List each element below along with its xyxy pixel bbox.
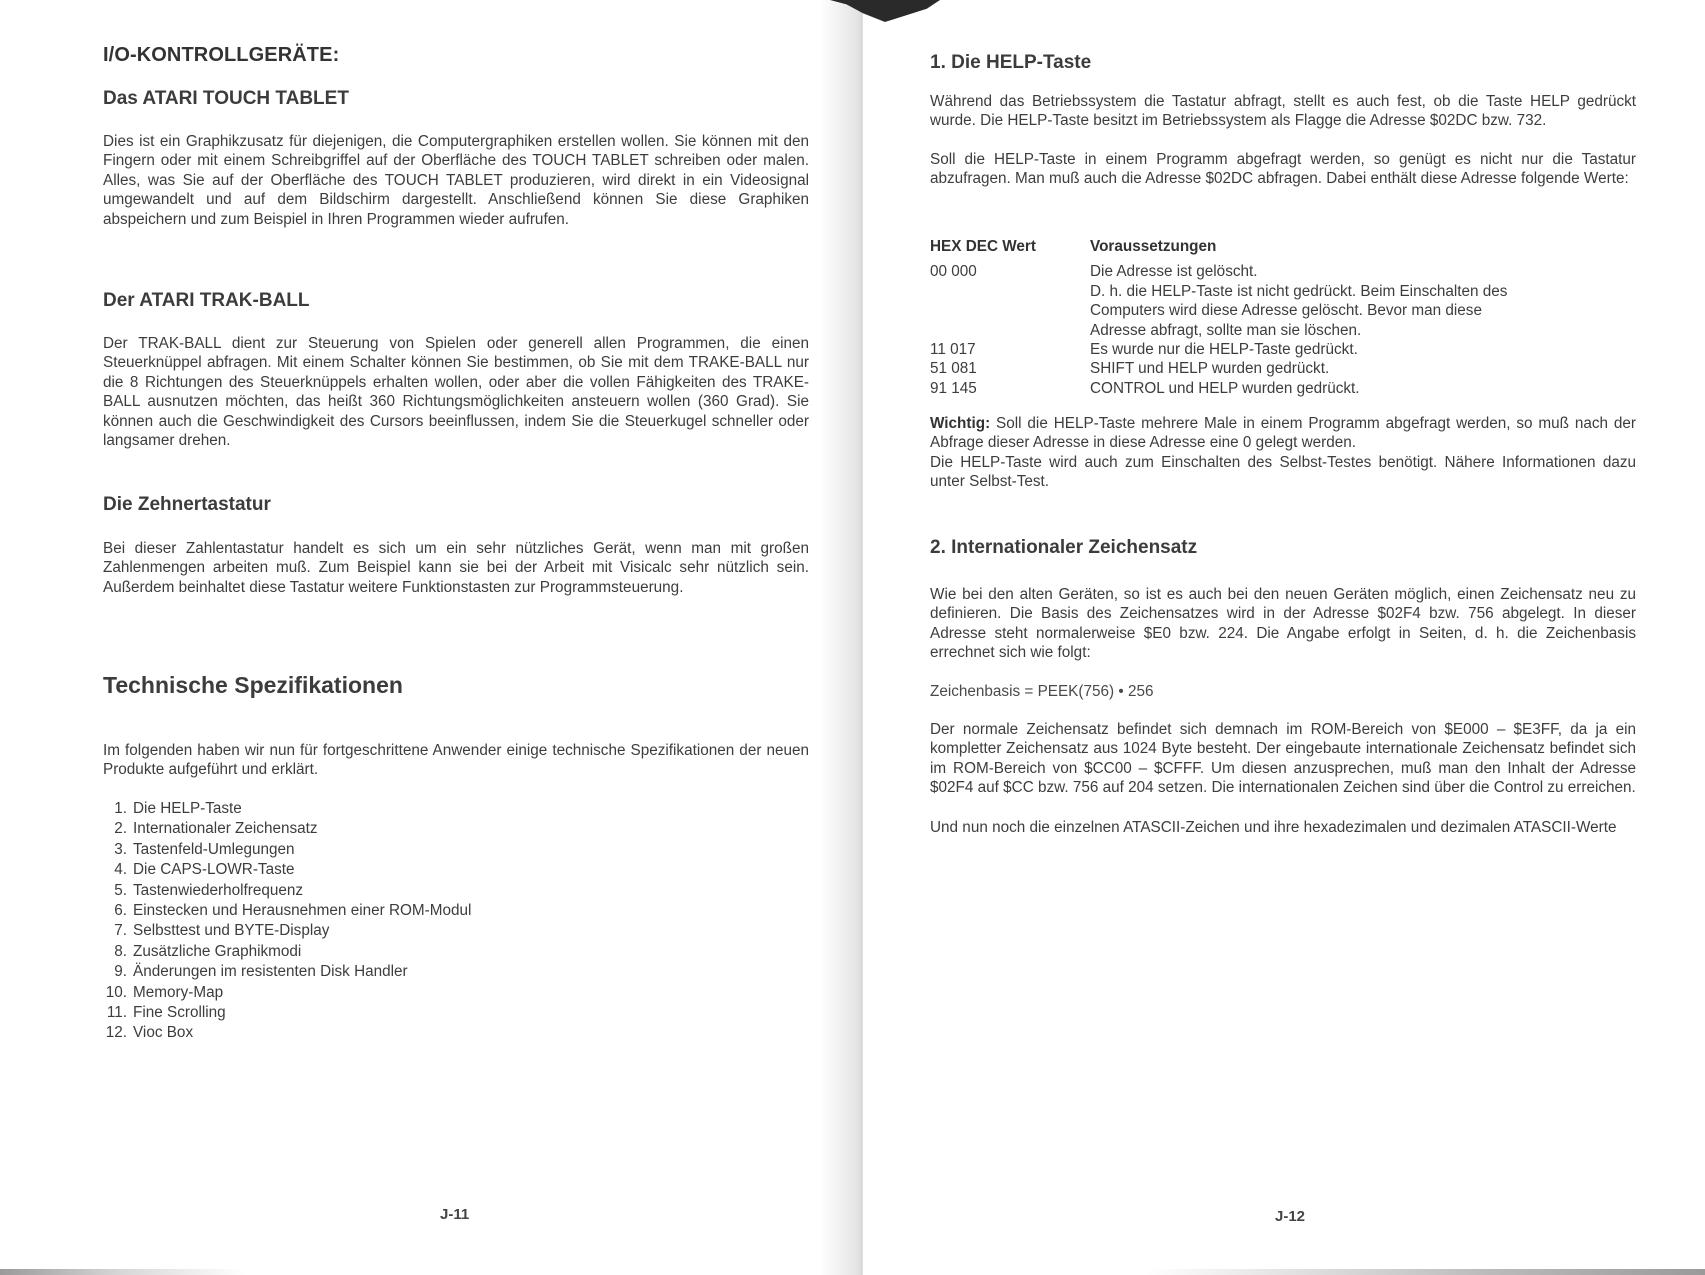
- help-taste-intro: Während das Betriebssystem die Tastatur abfragt, stellt es auch fest, ob die Taste HELP gedrückt wurde. Die HELP-Taste besitzt im Betriebssystem als Flagge die Adresse $02DC bzw. 732.: [930, 93, 1636, 130]
- section-heading-help-taste: 1. Die HELP-Taste: [930, 52, 1092, 73]
- list-label: Einstecken und Herausnehmen einer ROM-Modul: [133, 902, 472, 920]
- condition-line: Adresse abfragt, sollte man sie löschen.: [1090, 321, 1362, 339]
- page-edge-shadow-right: [1145, 1269, 1705, 1275]
- cell-value: 11 017: [930, 341, 976, 359]
- touch-tablet-text: Dies ist ein Graphikzusatz für diejenigen, die Computergraphiken erstellen wollen. Sie können mit den Fingern oder mit einem Schreibgriffel auf der Oberfläche des TOUCH TABLET schreiben oder malen. Alles, was Sie auf der Oberfläche des TOUCH TABLET produzieren, wird direkt in ein Videosignal umgewandelt und auf dem Bildschirm dargestellt. Anschließend können Sie diese Graphiken abspeichern und zum Beispiel in Ihren Programmen wieder aufrufen.: [103, 133, 809, 228]
- spec-list-item: [103, 901, 471, 921]
- page-number-left: J-11: [440, 1206, 470, 1223]
- chapter-title: I/O-KONTROLLGERÄTE:: [103, 44, 340, 66]
- list-label: Memory-Map: [133, 983, 224, 1001]
- list-label: Die CAPS-LOWR-Taste: [133, 861, 295, 879]
- help-taste-note-2: Die HELP-Taste wird auch zum Einschalten des Selbst-Testes benötigt. Nähere Informationen dazu unter Selbst-Test.: [930, 454, 1636, 491]
- zeichensatz-text-3: Und nun noch die einzelnen ATASCII-Zeichen und ihre hexadezimalen und dezimalen ATASCII-Werte: [930, 819, 1617, 836]
- list-label: Änderungen im resistenten Disk Handler: [133, 963, 408, 981]
- section-heading-zehnertastatur: Die Zehnertastatur: [103, 494, 271, 515]
- list-number: 1.: [114, 800, 127, 817]
- spec-list-item: [103, 1023, 471, 1043]
- condition-line: D. h. die HELP-Taste ist nicht gedrückt. Beim Einschalten des: [1090, 282, 1508, 300]
- important-label: Wichtig:: [930, 415, 991, 432]
- list-label: Fine Scrolling: [133, 1004, 226, 1022]
- trak-ball-text: Der TRAK-BALL dient zur Steuerung von Spielen oder generell allen Programmen, die einen Steuerknüppel abfragen. Mit einem Schalter können Sie bestimmen, ob Sie mit dem TRAKE-BALL nur die 8 Richtungen des Steuerknüppels erhalten wollen, oder aber die vollen Fähigkeiten des TRAKE-BALL ausnutzen möchten, das heißt 360 Richtungsmöglichkeiten ansteuern wollen (360 Grad). Sie können auch die Geschwindigkeit des Cursors beeinflussen, indem Sie die Steuerkugel schneller oder langsamer drehen.: [103, 335, 809, 450]
- list-number: 8.: [114, 942, 127, 960]
- list-label: Vioc Box: [133, 1024, 194, 1042]
- condition-line: Es wurde nur die HELP-Taste gedrückt.: [1090, 341, 1358, 359]
- spec-list-item: [103, 860, 471, 880]
- zeichensatz-text-1: Wie bei den alten Geräten, so ist es auch bei den neuen Geräten möglich, einen Zeichensatz neu zu definieren. Die Basis des Zeichensatzes wird in der Adresse $02F4 bzw. 756 abgelegt. In dieser Adresse steht normalerweise $E0 bzw. 224. Die Angabe erfolgt in Seiten, d. h. die Zeichenbasis errechnet sich wie folgt:: [930, 586, 1636, 662]
- list-number: 2.: [114, 820, 127, 838]
- cell-conditions: [1090, 340, 1636, 359]
- section-heading-zeichensatz: 2. Internationaler Zeichensatz: [930, 537, 1198, 558]
- list-number: 10.: [105, 983, 127, 1001]
- spec-heading: Technische Spezifikationen: [103, 672, 403, 698]
- help-taste-intro-2: Soll die HELP-Taste in einem Programm abgefragt werden, so genügt es nicht nur die Tastatur abzufragen. Man muß auch die Adresse $02DC abfragen. Dabei enthält diese Adresse folgende Werte:: [930, 151, 1636, 188]
- spec-list-item: [103, 962, 471, 982]
- cell-conditions: [1090, 379, 1636, 398]
- spec-list-item: [103, 881, 471, 901]
- spec-list-item: [103, 819, 471, 839]
- list-number: 3.: [114, 840, 127, 858]
- list-label: Tastenfeld-Umlegungen: [133, 840, 295, 858]
- cell-conditions: [1090, 359, 1636, 378]
- spec-list: [103, 799, 471, 1044]
- list-label: Die HELP-Taste: [133, 800, 242, 817]
- cell-value: 51 081: [930, 360, 977, 378]
- zehnertastatur-text: Bei dieser Zahlentastatur handelt es sich um ein sehr nützliches Gerät, wenn man mit großen Zahlenmengen arbeiten muß. Zum Beispiel kann sie bei der Arbeit mit Visicalc sehr nützlich sein. Außerdem beinhaltet diese Tastatur weitere Funktionstasten zur Programmsteuerung.: [103, 540, 809, 596]
- list-label: Selbsttest und BYTE-Display: [133, 922, 330, 940]
- spec-list-item: [103, 840, 471, 860]
- list-number: 12.: [105, 1024, 127, 1042]
- table-row: [930, 262, 1636, 340]
- table-row: [930, 340, 1636, 359]
- page-edge-shadow-left: [0, 1269, 820, 1275]
- list-number: 5.: [114, 881, 127, 899]
- condition-line: Die Adresse ist gelöscht.: [1090, 263, 1258, 281]
- important-note: [930, 414, 1636, 453]
- list-label: Tastenwiederholfrequenz: [133, 881, 304, 899]
- spec-list-item: [103, 942, 471, 962]
- column-header-conditions: Voraussetzungen: [1090, 238, 1217, 255]
- cell-value: 00 000: [930, 263, 977, 281]
- list-number: 6.: [114, 902, 127, 920]
- list-number: 4.: [114, 861, 127, 879]
- condition-line: Computers wird diese Adresse gelöscht. Bevor man diese: [1090, 302, 1482, 320]
- spec-list-item: [103, 921, 471, 941]
- page-number-right: J-12: [1275, 1208, 1306, 1225]
- condition-line: CONTROL und HELP wurden gedrückt.: [1090, 379, 1360, 397]
- table-row: [930, 379, 1636, 398]
- section-heading-touch-tablet: Das ATARI TOUCH TABLET: [103, 88, 349, 109]
- list-number: 11.: [106, 1004, 127, 1022]
- list-label: Internationaler Zeichensatz: [133, 820, 318, 838]
- book-gutter-shadow: [820, 0, 870, 1275]
- cell-conditions: [1090, 262, 1636, 340]
- spec-list-item: [103, 1003, 471, 1023]
- table-row: [930, 359, 1636, 378]
- cell-value: 91 145: [930, 379, 977, 397]
- zeichensatz-text-2: Der normale Zeichensatz befindet sich demnach im ROM-Bereich von $E000 – $E3FF, da ja ein kompletter Zeichensatz aus 1024 Byte besteht. Der eingebaute internationale Zeichensatz befindet sich im ROM-Bereich von $CC00 – $CFFF. Um diesen anzusprechen, muß man den Inhalt der Adresse $02F4 auf $CC bzw. 756 auf 204 setzen. Die internationalen Zeichen sind über die Control zu erreichen.: [930, 721, 1636, 797]
- condition-line: SHIFT und HELP wurden gedrückt.: [1090, 360, 1330, 378]
- list-number: 9.: [114, 963, 127, 981]
- column-header-value: HEX DEC Wert: [930, 238, 1036, 255]
- spec-list-item: [103, 799, 471, 819]
- zeichenbasis-formula: Zeichenbasis = PEEK(756) • 256: [930, 683, 1154, 700]
- important-text: Soll die HELP-Taste mehrere Male in einem Programm abgefragt werden, so muß nach der Abfrage dieser Adresse in diese Adresse eine 0 gelegt werden.: [930, 415, 1636, 452]
- spec-intro-text: Im folgenden haben wir nun für fortgeschrittene Anwender einige technische Spezifikationen der neuen Produkte aufgeführt und erklärt.: [103, 742, 809, 779]
- spec-list-item: [103, 983, 471, 1003]
- list-number: 7.: [114, 922, 127, 940]
- list-label: Zusätzliche Graphikmodi: [133, 942, 302, 960]
- section-heading-trak-ball: Der ATARI TRAK-BALL: [103, 290, 310, 311]
- help-values-table: [930, 237, 1636, 398]
- table-header: [930, 237, 1636, 256]
